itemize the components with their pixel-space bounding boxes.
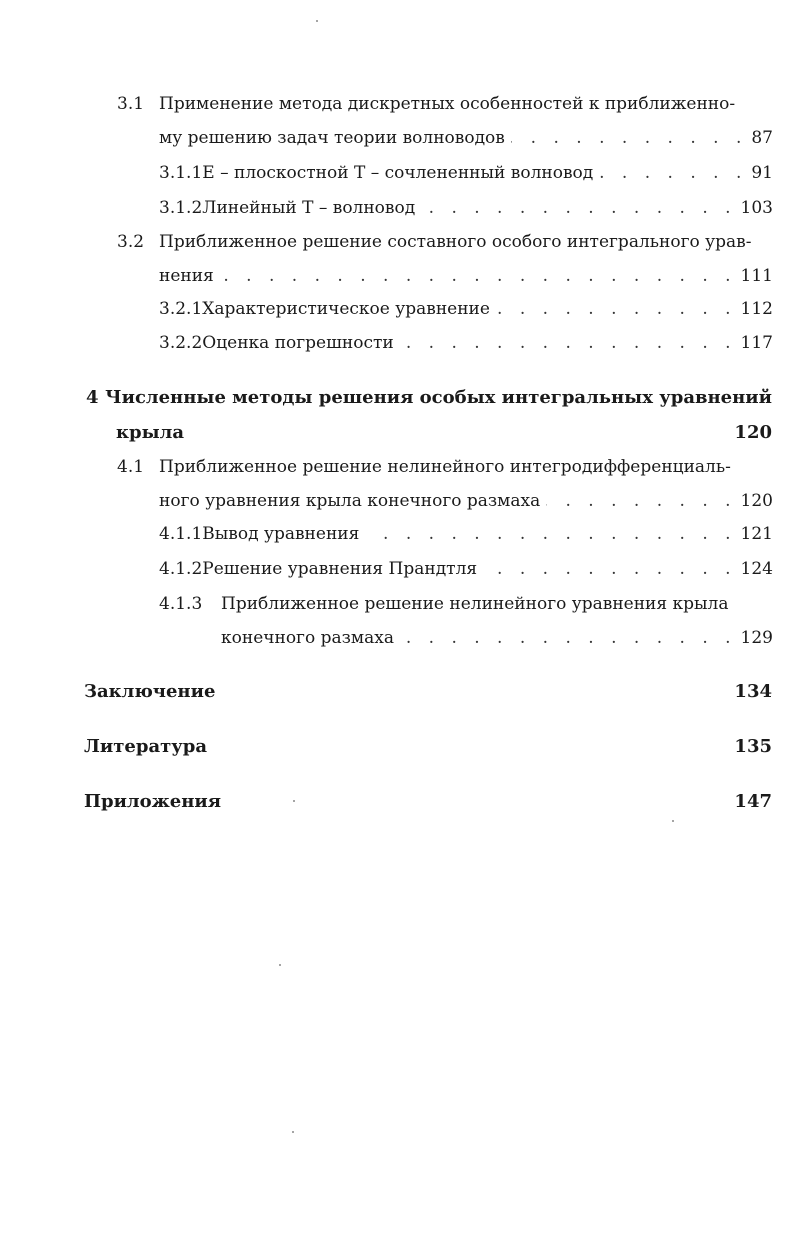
section-number: 3.2 [117, 232, 145, 252]
toc-entry-3-1-line2 [159, 127, 773, 149]
toc-entry-4-1-line2 [159, 490, 773, 512]
toc-entry-3-2-2 [159, 332, 773, 354]
subsection-title: Характеристическое уравнение [202, 299, 490, 319]
toc-entry-3-1-1 [159, 162, 773, 184]
leader-dots [483, 558, 736, 580]
subsection-title-continued: конечного размаха [221, 628, 394, 648]
section-number: 4.1 [117, 457, 145, 477]
subsection-title: Вывод уравнения [202, 524, 360, 544]
toc-literature [84, 735, 772, 759]
leader-dots [511, 127, 748, 149]
leader-dots [496, 298, 737, 320]
page-number: 103 [740, 198, 773, 218]
leader-dots [546, 490, 736, 512]
leader-dots [400, 332, 737, 354]
toc-chapter-4-line1 [86, 386, 772, 410]
section-number: 3.1 [117, 94, 145, 114]
section-title-continued: ного уравнения крыла конечного размаха [159, 491, 541, 511]
leader-dots [365, 523, 736, 545]
page-number: 121 [740, 524, 773, 544]
chapter-number: 4 [86, 387, 99, 408]
toc-entry-3-1-2 [159, 197, 773, 219]
toc-chapter-4-line2 [116, 421, 772, 445]
leader-dots [421, 197, 736, 219]
subsection-number: 3.2.1 [159, 299, 203, 319]
chapter-title: Численные методы решения особых интегральных уравнений [105, 387, 772, 408]
conclusion-title: Заключение [84, 681, 216, 702]
toc-entry-3-2-line2 [159, 265, 773, 287]
leader-dots [599, 162, 747, 184]
section-title: Приближенное решение составного особого интегрального урав- [159, 232, 752, 252]
toc-conclusion [84, 680, 772, 704]
subsection-title: Приближенное решение нелинейного уравнения крыла [221, 594, 729, 614]
toc-entry-4-1-line1 [117, 456, 772, 478]
subsection-number: 4.1.3 [159, 594, 203, 614]
page-number: 147 [734, 791, 772, 812]
subsection-number: 3.1.2 [159, 198, 203, 218]
leader-dots [400, 627, 737, 649]
toc-entry-3-2-line1 [117, 231, 772, 253]
page-number: 87 [751, 128, 773, 148]
toc-entry-3-2-1 [159, 298, 773, 320]
chapter-title-continued: крыла [116, 422, 184, 443]
subsection-number: 4.1.1 [159, 524, 203, 544]
leader-dots [220, 265, 737, 287]
literature-title: Литература [84, 736, 208, 757]
scan-speck [292, 1131, 294, 1133]
toc-entry-3-1-line1 [117, 93, 772, 115]
page-number: 117 [740, 333, 773, 353]
page-number: 111 [740, 266, 773, 286]
scan-speck [293, 800, 295, 802]
subsection-title: Оценка погрешности [202, 333, 394, 353]
toc-entry-4-1-1 [159, 523, 773, 545]
page-number: 124 [740, 559, 773, 579]
page-number: 120 [734, 422, 772, 443]
subsection-title: Решение уравнения Прандтля [202, 559, 478, 579]
page-number: 129 [740, 628, 773, 648]
section-title-continued: нения [159, 266, 214, 286]
appendices-title: Приложения [84, 791, 222, 812]
subsection-number: 3.2.2 [159, 333, 203, 353]
section-title-continued: му решению задач теории волноводов [159, 128, 505, 148]
subsection-number: 3.1.1 [159, 163, 203, 183]
scan-speck [279, 964, 281, 966]
toc-entry-4-1-2 [159, 558, 773, 580]
page-number: 112 [740, 299, 773, 319]
section-title: Приближенное решение нелинейного интегродифференциаль- [159, 457, 731, 477]
toc-appendices [84, 790, 772, 814]
subsection-number: 4.1.2 [159, 559, 203, 579]
subsection-title: Линейный T – волновод [202, 198, 416, 218]
toc-entry-4-1-3-line2 [221, 627, 773, 649]
page-number: 135 [734, 736, 772, 757]
toc-entry-4-1-3-line1 [159, 593, 773, 615]
page-number: 120 [740, 491, 773, 511]
scan-speck [316, 20, 318, 22]
scan-speck [672, 820, 674, 822]
page-number: 134 [734, 681, 772, 702]
section-title: Применение метода дискретных особенностей к приближенно- [159, 94, 736, 114]
page-number: 91 [751, 163, 773, 183]
subsection-title: E – плоскостной T – сочлененный волновод [202, 163, 594, 183]
